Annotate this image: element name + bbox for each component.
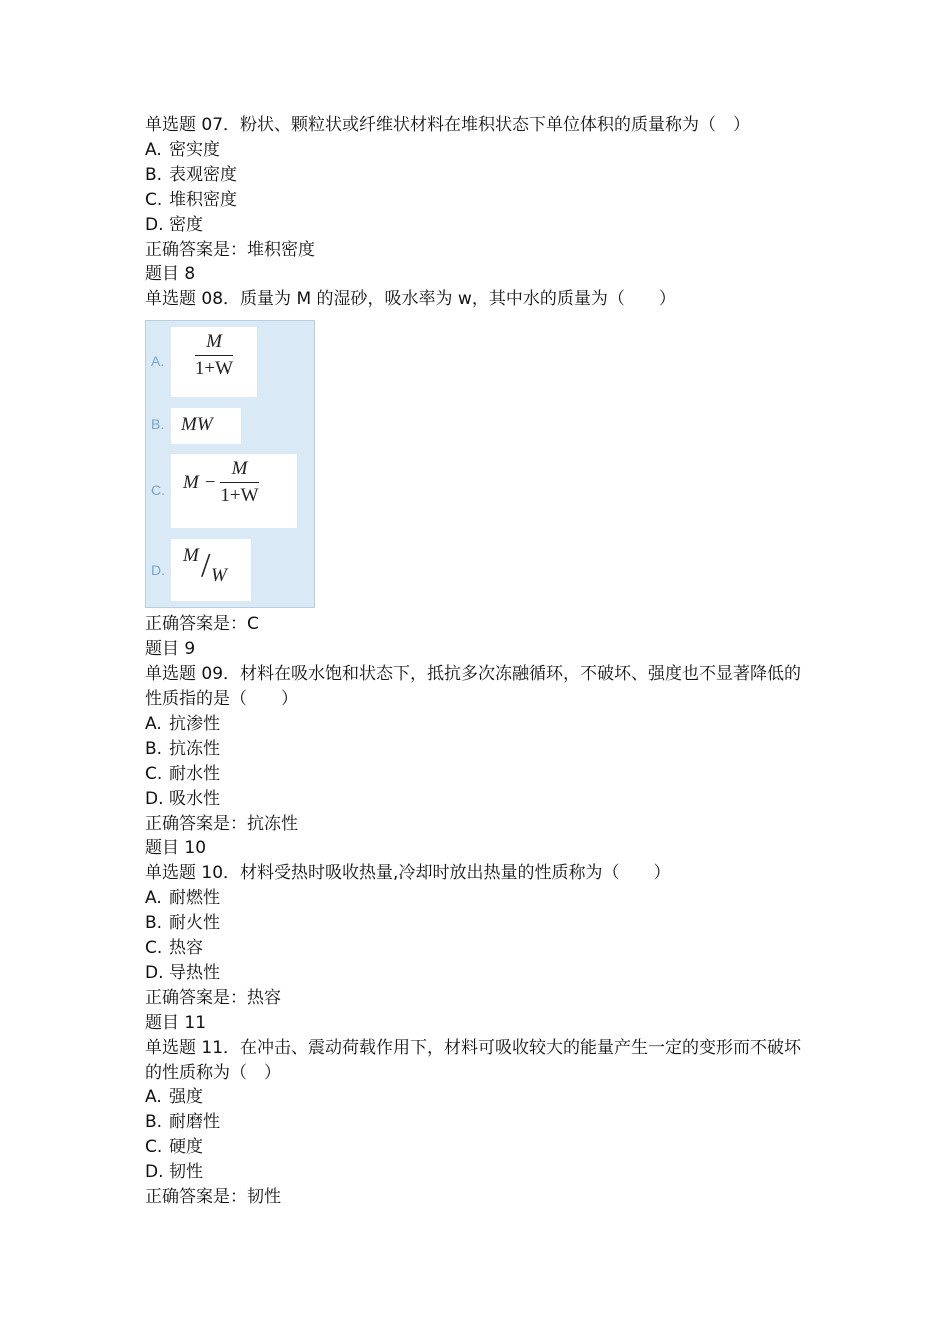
formula-label-b: B. [151, 416, 165, 433]
q8-stem: 单选题 08．质量为 M 的湿砂，吸水率为 w，其中水的质量为（ ） [145, 289, 676, 310]
q11-stem: 单选题 11．在冲击、震动荷载作用下，材料可吸收较大的能量产生一定的变形而不破坏的性质称为（ ） [145, 1037, 802, 1083]
q7-answer: 正确答案是：堆积密度 [145, 239, 315, 260]
q9-title: 题目 9 [145, 639, 196, 660]
formula-c: M − $\frac{M}{1+W}$ [171, 454, 297, 528]
q7-option-c: C. 堆积密度 [145, 189, 237, 210]
q9-answer: 正确答案是：抗冻性 [145, 813, 298, 834]
q11-option-d: D. 韧性 [145, 1162, 203, 1183]
q10-option-a: A. 耐燃性 [145, 888, 220, 909]
q9-option-b: B. 抗冻性 [145, 738, 220, 759]
q11-title: 题目 11 [145, 1012, 207, 1033]
formula-label-a: A. [151, 353, 165, 370]
q9-option-d: D. 吸水性 [145, 788, 220, 809]
q10-stem: 单选题 10．材料受热时吸收热量,冷却时放出热量的性质称为（ ） [145, 863, 671, 884]
q8-title: 题目 8 [145, 264, 196, 285]
formula-a: $\frac{M}{1+W}$ [171, 327, 257, 397]
q10-option-c: C. 热容 [145, 938, 203, 959]
q8-answer: 正确答案是：C [145, 614, 259, 635]
formula-label-c: C. [151, 482, 165, 499]
q7-option-a: A. 密实度 [145, 139, 220, 160]
q11-option-b: B. 耐磨性 [145, 1112, 220, 1133]
q10-title: 题目 10 [145, 838, 207, 859]
q11-answer: 正确答案是：韧性 [145, 1187, 281, 1208]
q7-stem: 单选题 07．粉状、颗粒状或纤维状材料在堆积状态下单位体积的质量称为（ ） [145, 115, 751, 135]
q10-option-d: D. 导热性 [145, 962, 220, 983]
formula-label-d: D. [151, 562, 165, 579]
q9-option-c: C. 耐水性 [145, 763, 220, 784]
q11-option-c: C. 硬度 [145, 1137, 203, 1158]
q9-stem: 单选题 09．材料在吸水饱和状态下，抵抗多次冻融循环，不破坏、强度也不显著降低的性质指的是（ ） [145, 664, 802, 709]
q10-answer: 正确答案是：热容 [145, 987, 281, 1008]
q7-option-d: D. 密度 [145, 214, 203, 235]
formula-b: MW [171, 408, 241, 444]
q7-option-b: B. 表观密度 [145, 164, 237, 185]
formula-d: M / W [171, 539, 251, 601]
q9-option-a: A. 抗渗性 [145, 713, 220, 734]
question-list [145, 113, 810, 1210]
q11-option-a: A. 强度 [145, 1087, 203, 1108]
q10-option-b: B. 耐火性 [145, 913, 220, 934]
q8-formula-options-image [145, 320, 315, 608]
